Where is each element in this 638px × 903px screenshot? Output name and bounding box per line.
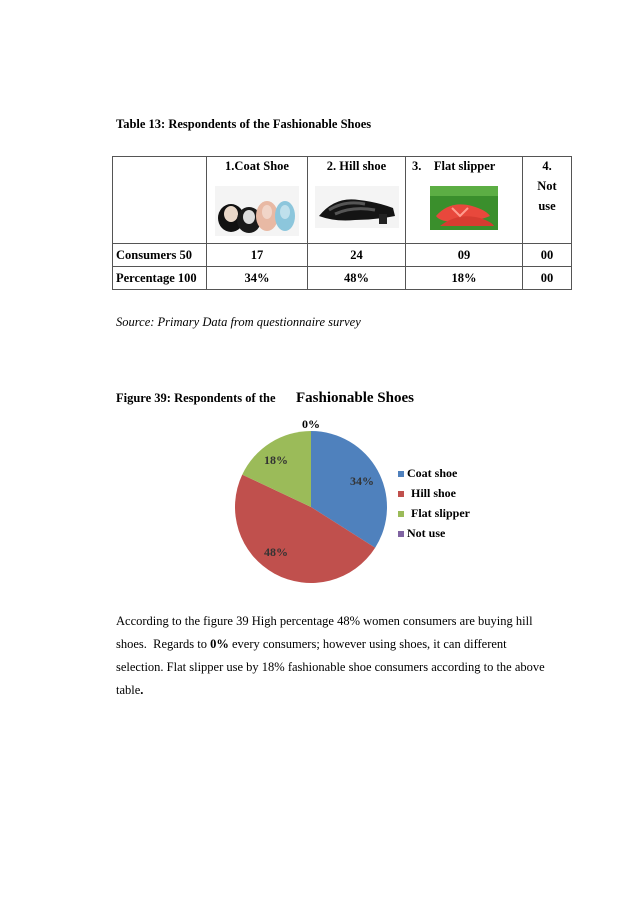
legend-swatch — [398, 471, 404, 477]
legend-item-hill-shoe — [398, 486, 456, 501]
data-label-coat-shoe: 34% — [350, 474, 374, 488]
body-paragraph — [116, 610, 559, 702]
flat-slipper-photo — [430, 186, 498, 230]
table-cell: 00 — [523, 267, 572, 290]
col-not-use-label-1: 4. — [542, 159, 552, 173]
table-cell: 09 — [406, 244, 523, 267]
col-hill-shoe-label: 2. Hill shoe — [326, 159, 387, 173]
legend-label: Coat shoe — [407, 466, 458, 480]
table-cell: 24 — [308, 244, 406, 267]
legend-item-flat-slipper — [398, 506, 470, 521]
legend-swatch — [398, 531, 404, 537]
data-label-not-use: 0% — [302, 417, 320, 431]
col-hill-shoe — [308, 157, 406, 244]
table-cell: 34% — [207, 267, 308, 290]
row-label: Percentage 100 — [113, 267, 207, 290]
col-flat-slipper — [406, 157, 523, 244]
paragraph-line: selection. Flat slipper use by 18% fashionable shoe consumers according to the above — [116, 660, 545, 674]
empty-header-cell — [113, 157, 207, 244]
col-coat-shoe-label: 1.Coat Shoe — [225, 159, 289, 173]
source-note: Source: Primary Data from questionnaire survey — [116, 315, 361, 329]
paragraph-line: According to the figure 39 High percentage 48% women consumers are buying hill — [116, 614, 533, 628]
data-label-flat-slipper: 18% — [264, 453, 288, 467]
table-cell: 18% — [406, 267, 523, 290]
hill-shoe-photo — [315, 186, 399, 234]
paragraph-text: table — [116, 683, 141, 697]
table-row — [113, 267, 572, 290]
col-not-use-label-3: use — [538, 199, 556, 213]
legend-label: Hill shoe — [411, 486, 457, 500]
data-label-hill-shoe: 48% — [264, 545, 288, 559]
table-cell: 48% — [308, 267, 406, 290]
legend-item-coat-shoe — [398, 466, 457, 481]
legend-swatch — [398, 511, 404, 517]
legend-label: Flat slipper — [411, 506, 470, 520]
col-not-use-label-2: Not — [537, 179, 557, 193]
coat-shoe-photo — [215, 186, 299, 234]
paragraph-text: shoes. Regards to — [116, 637, 211, 651]
chart-legend — [398, 466, 498, 546]
table-row — [113, 244, 572, 267]
table-cell: 17 — [207, 244, 308, 267]
chart-title: Fashionable Shoes — [296, 390, 414, 406]
paragraph-text: every consumers; however using shoes, it can different — [228, 637, 507, 651]
paragraph-line — [116, 679, 559, 702]
col-coat-shoe — [207, 157, 308, 244]
row-label: Consumers 50 — [113, 244, 207, 267]
table-caption: Table 13: Respondents of the Fashionable Shoes — [116, 117, 372, 131]
col-not-use — [523, 157, 572, 244]
respondents-table — [112, 156, 572, 290]
legend-item-not-use — [398, 526, 445, 541]
table-cell: 00 — [523, 244, 572, 267]
legend-label: Not use — [407, 526, 446, 540]
figure-caption: Figure 39: Respondents of the — [116, 391, 276, 405]
paragraph-bold: 0% — [210, 637, 229, 651]
paragraph-bold: . — [140, 683, 144, 697]
col-flat-slipper-label: 3. Flat slipper — [412, 159, 496, 173]
legend-swatch — [398, 491, 404, 497]
paragraph-line — [116, 633, 559, 656]
